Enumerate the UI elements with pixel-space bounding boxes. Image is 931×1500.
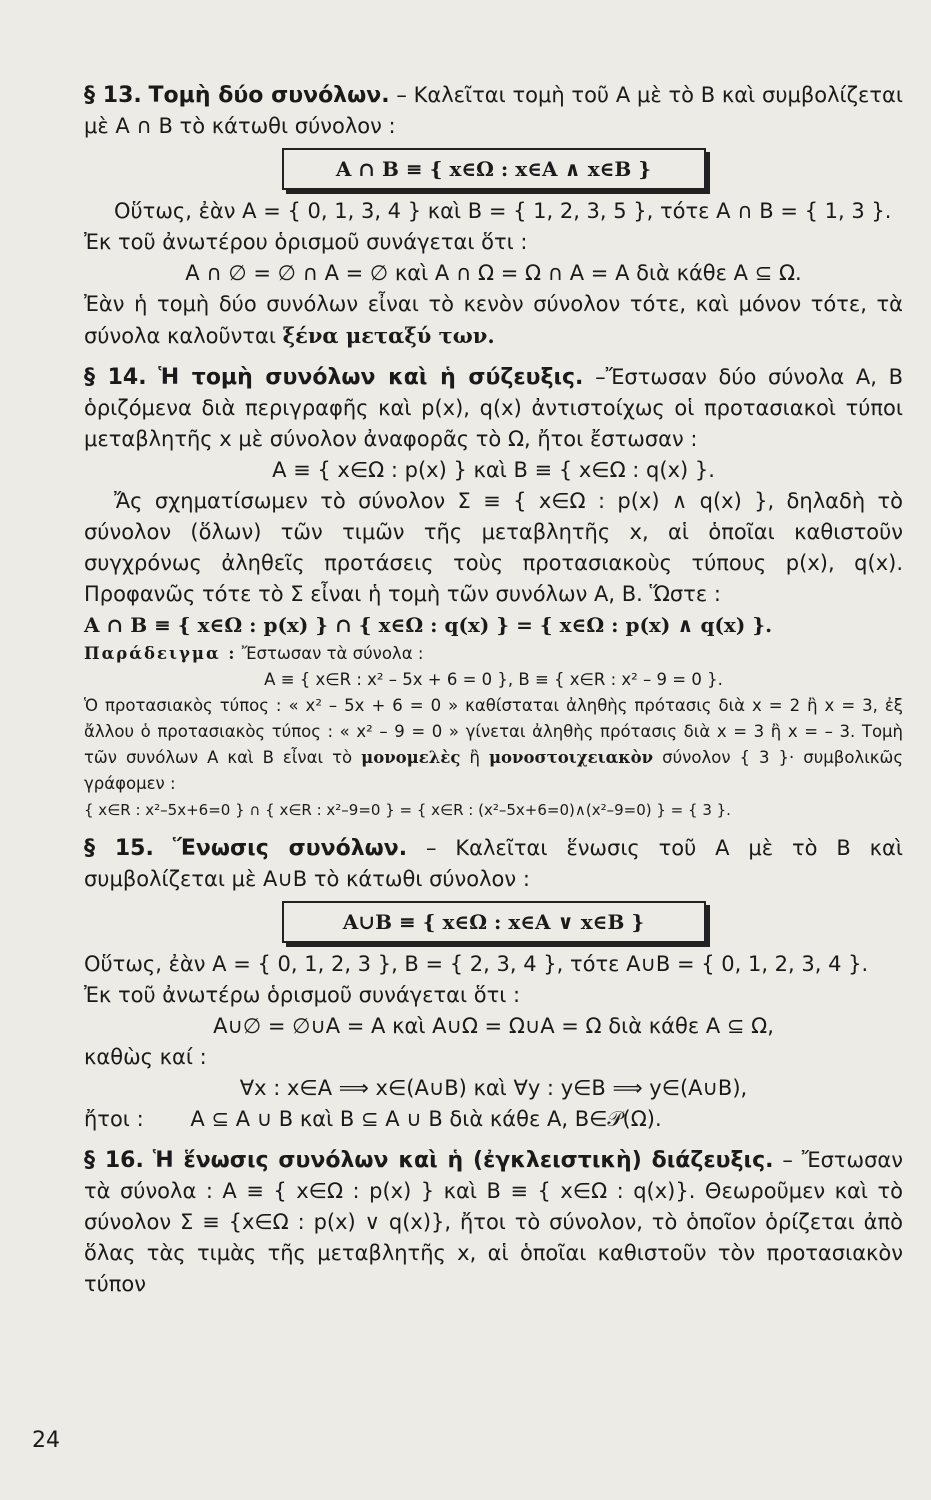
section-13-intro <box>84 80 903 142</box>
example-intro: Ἔστωσαν τὰ σύνολα : <box>241 644 424 663</box>
section-15-intro-text: – Καλεῖται ἕνωσις τοῦ A μὲ τὸ B καὶ συμβολίζεται μὲ A∪B τὸ κάτωθι σύνολον : <box>84 836 903 891</box>
union-formula: A∪∅ = ∅∪A = A καὶ A∪Ω = Ω∪A = Ω διὰ κάθε A ⊆ Ω, <box>213 1014 774 1038</box>
union-hence-label: ἤτοι : <box>84 1107 144 1131</box>
section-16-number: § 16. <box>84 1148 144 1173</box>
example-bold-monomeles: μονομελὲς <box>361 748 461 767</box>
section-14-result: A ∩ B ≡ { x∈Ω : p(x) } ∩ { x∈Ω : q(x) } = { x∈Ω : p(x) ∧ q(x) }. <box>84 613 773 637</box>
section-14-title: Ἡ τομὴ συνόλων καὶ ἡ σύζευξις. <box>158 365 584 390</box>
section-14-intro <box>84 362 903 455</box>
union-derive: Ἐκ τοῦ ἀνωτέρω ὁρισμοῦ συνάγεται ὅτι : <box>84 983 521 1007</box>
section-16-intro <box>84 1145 903 1300</box>
example-bold-monostoicheiakon: μονοστοιχειακὸν <box>488 748 654 767</box>
disjoint-paragraph <box>84 289 903 352</box>
section-14-intro-text: –Ἔστωσαν δύο σύνολα A, B ὁριζόμενα διὰ περιγραφῆς καὶ p(x), q(x) ἀντιστοίχως οἱ προτασιακοὶ τύποι μεταβλητῆς x μὲ σύνολον ἀναφορᾶς τὸ Ω, ἤτοι ἔστωσαν : <box>84 365 903 451</box>
section-13-number: § 13. <box>84 83 142 108</box>
union-definition-box: A∪B ≡ { x∈Ω : x∈A ∨ x∈B } <box>282 901 706 943</box>
section-15-intro <box>84 833 903 895</box>
section-15-title: Ἕνωσις συνόλων. <box>172 836 408 861</box>
example-header <box>84 641 903 667</box>
example-label: Παράδειγμα : <box>84 644 237 663</box>
section-16-title: Ἡ ἕνωσις συνόλων καὶ ἡ (ἐγκλειστικὴ) διάζευξις. <box>152 1148 774 1173</box>
disjoint-text: Ἐὰν ἡ τομὴ δύο συνόλων εἶναι τὸ κενὸν σύνολον τότε, καὶ μόνον τότε, τὰ σύνολα καλοῦνται <box>84 292 903 348</box>
example-text-a: Ὁ προτασιακὸς τύπος : « x² – 5x + 6 = 0 » καθίσταται ἀληθὴς πρότασις διὰ x = 2 ἢ x = 3, ἐξ ἄλλου ὁ προτασιακὸς τύπος : « x² – 9 = 0 » γίνεται ἀληθὴς πρότασις διὰ x = 3 ἢ x = – 3. Τομὴ τῶν συνόλων A καὶ B εἶναι τὸ <box>84 696 903 767</box>
example-text <box>84 693 903 797</box>
intersection-formula: A ∩ ∅ = ∅ ∩ A = ∅ καὶ A ∩ Ω = Ω ∩ A = A διὰ κάθε A ⊆ Ω. <box>185 261 802 285</box>
section-14-number: § 14. <box>84 365 147 390</box>
section-14-definitions: A ≡ { x∈Ω : p(x) } καὶ B ≡ { x∈Ω : q(x) }. <box>272 458 715 482</box>
section-13-intro-text: – Καλεῖται τομὴ τοῦ A μὲ τὸ B καὶ συμβολίζεται μὲ A ∩ B τὸ κάτωθι σύνολον : <box>84 83 903 138</box>
intersection-derive: Ἐκ τοῦ ἀνωτέρου ὁρισμοῦ συνάγεται ὅτι : <box>84 230 528 254</box>
intersection-definition-box: A ∩ B ≡ { x∈Ω : x∈A ∧ x∈B } <box>282 148 706 190</box>
section-13-title: Τομὴ δύο συνόλων. <box>148 83 390 108</box>
example-or: ἢ <box>469 748 480 767</box>
union-hence-line <box>84 1104 903 1135</box>
disjoint-term: ξένα μεταξύ των. <box>282 323 495 348</box>
page-number: 24 <box>32 1428 60 1453</box>
intersection-example: Οὕτως, ἐὰν A = { 0, 1, 3, 4 } καὶ B = { 1, 2, 3, 5 }, τότε A ∩ B = { 1, 3 }. <box>114 199 892 223</box>
union-forall: ∀x : x∈A ⟹ x∈(A∪B) καὶ ∀y : y∈B ⟹ y∈(A∪B), <box>239 1076 748 1100</box>
union-hence: A ⊆ A ∪ B καὶ B ⊆ A ∪ B διὰ κάθε A, B∈𝒫(Ω). <box>190 1107 662 1131</box>
example-text-b: σύνολον { 3 }· συμβολικῶς γράφομεν : <box>84 748 904 793</box>
example-sets: A ≡ { x∈R : x² – 5x + 6 = 0 }, B ≡ { x∈R : x² – 9 = 0 }. <box>264 670 723 689</box>
section-15-number: § 15. <box>84 836 154 861</box>
section-14-paragraph: Ἄς σχηματίσωμεν τὸ σύνολον Σ ≡ { x∈Ω : p(x) ∧ q(x) }, δηλαδὴ τὸ σύνολον (ὅλων) τῶν τιμῶν τῆς μεταβλητῆς x, αἱ ὁποῖαι καθιστοῦν συγχρόνως ἀληθεῖς προτάσεις τοὺς προτασιακοὺς τύπους p(x), q(x). Προφανῶς τότε τὸ Σ εἶναι ἡ τομὴ τῶν συνόλων A, B. Ὥστε : <box>84 489 903 606</box>
union-also: καθὼς καί : <box>84 1045 207 1069</box>
section-16-text: – Ἔστωσαν τὰ σύνολα : A ≡ { x∈Ω : p(x) } καὶ B ≡ { x∈Ω : q(x)}. Θεωροῦμεν καὶ τὸ σύνολον Σ ≡ {x∈Ω : p(x) ∨ q(x)}, ἤτοι τὸ σύνολον, τὸ ὁποῖον ὁρίζεται ἀπὸ ὅλας τὰς τιμὰς τῆς μεταβλητῆς x, αἱ ὁποῖαι καθιστοῦν τὸν προτασιακὸν τύπον <box>84 1148 903 1296</box>
example-formula: { x∈R : x²–5x+6=0 } ∩ { x∈R : x²–9=0 } = { x∈R : (x²–5x+6=0)∧(x²–9=0) } = { 3 }. <box>84 801 731 819</box>
union-example: Οὕτως, ἐὰν A = { 0, 1, 2, 3 }, B = { 2, 3, 4 }, τότε A∪B = { 0, 1, 2, 3, 4 }. <box>84 952 869 976</box>
